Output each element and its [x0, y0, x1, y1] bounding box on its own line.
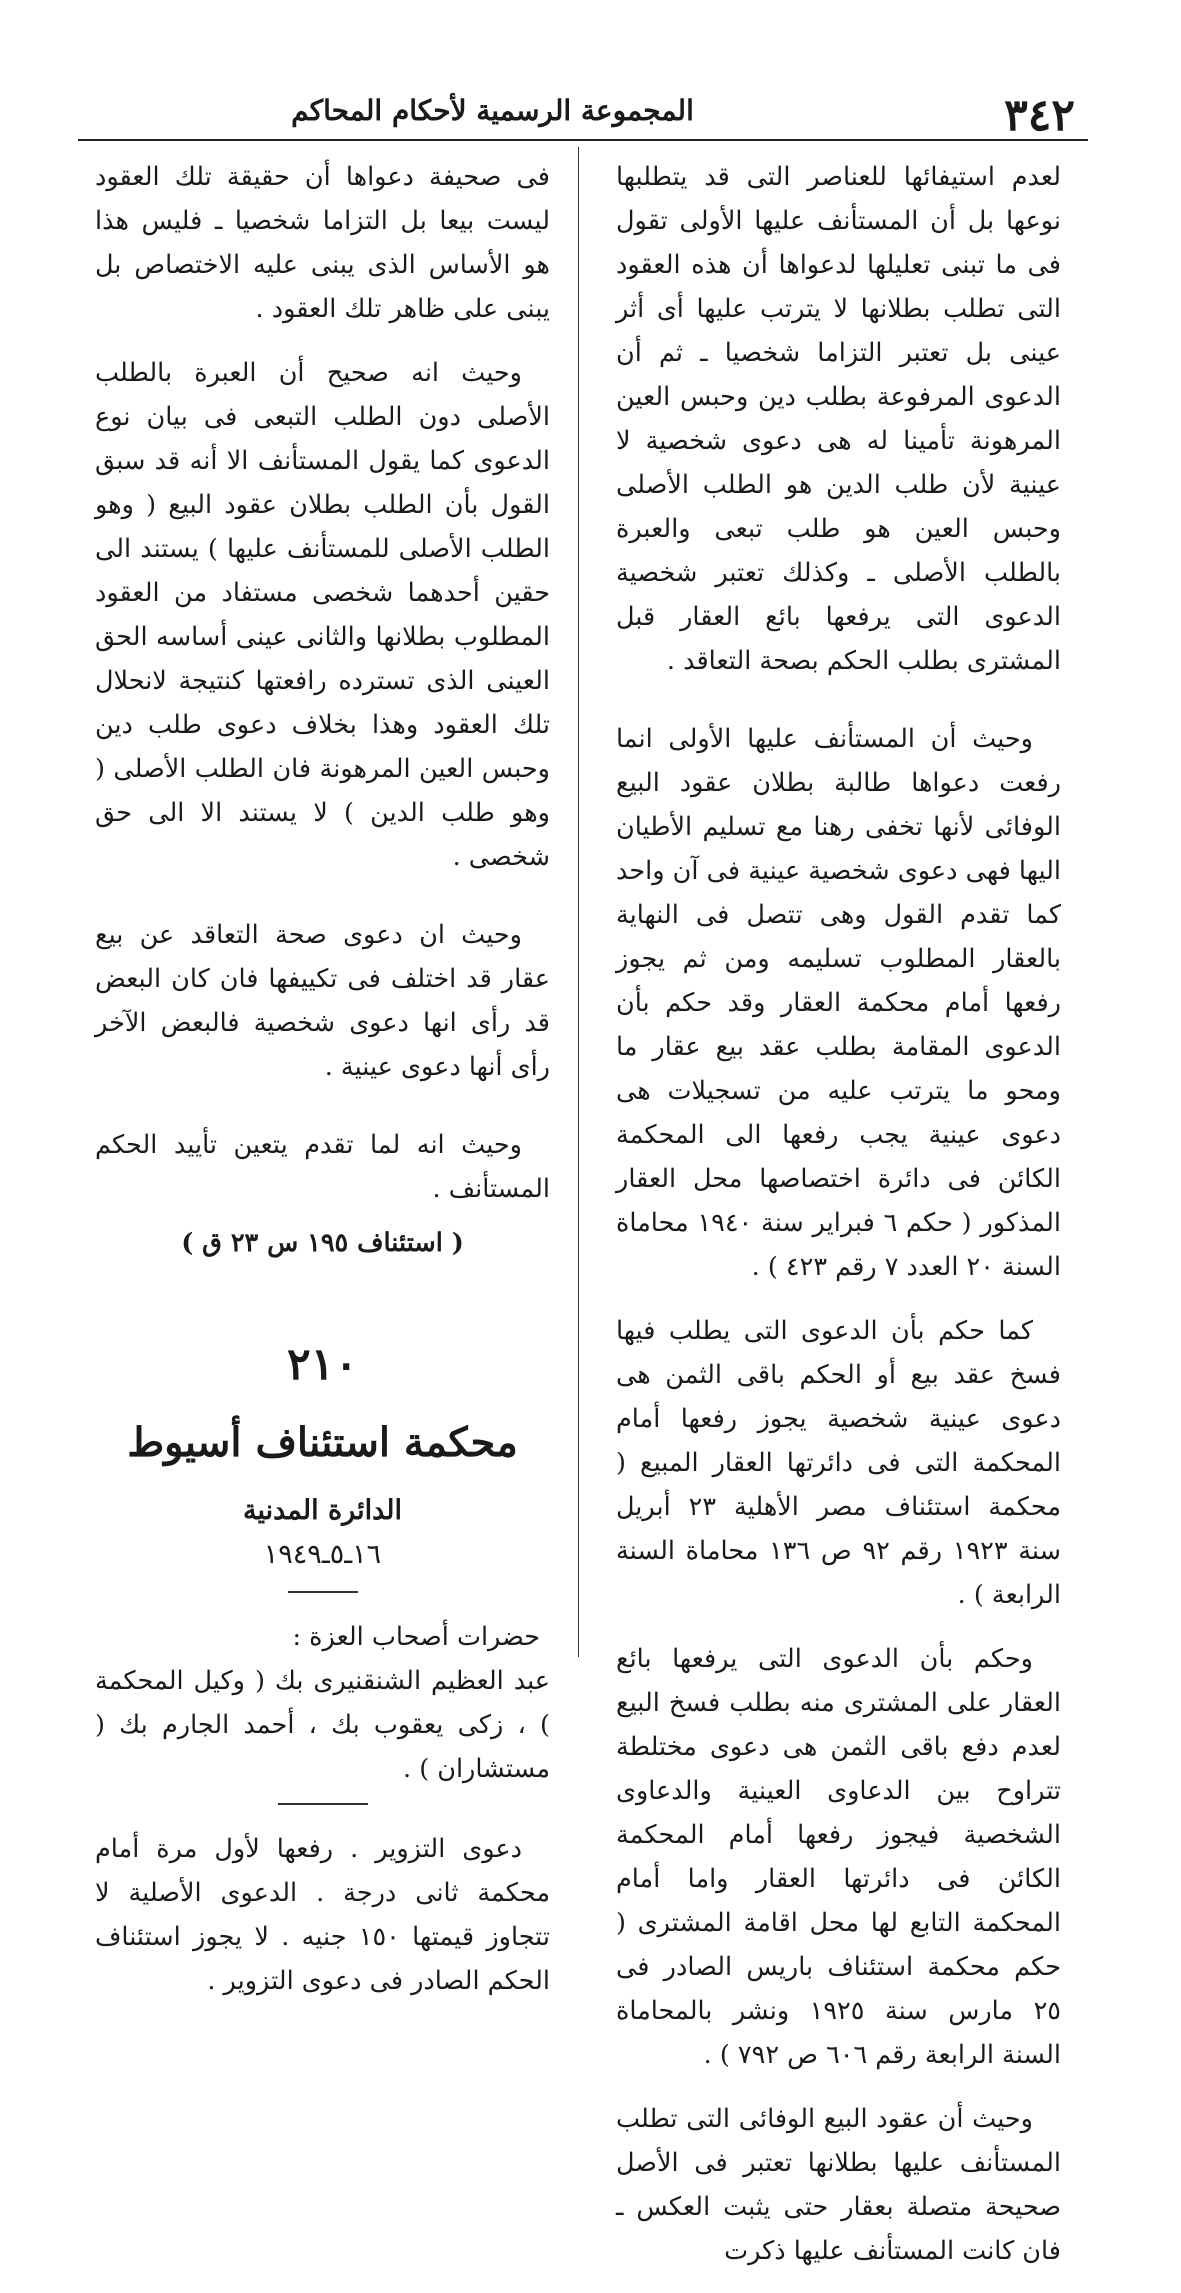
- running-title: المجموعة الرسمية لأحكام المحاكم: [291, 94, 694, 127]
- page-number: ٣٤٢: [1004, 90, 1075, 141]
- case-reference: ( استئناف ١٩٥ س ٢٣ ق ): [181, 1228, 464, 1258]
- right-paragraph-5: وحيث أن عقود البيع الوفائى التى تطلب المستأنف عليها بطلانها تعتبر فى الأصل صحيحة متصلة بعقار حتى يثبت العكس ـ فان كانت المستأنف عليها ذكرت: [616, 2104, 1061, 2266]
- left-paragraph-1: فى صحيفة دعواها أن حقيقة تلك العقود ليست بيعا بل التزاما شخصيا ـ فليس هذا هو الأساس الذى يبنى عليه الاختصاص بل يبنى على ظاهر تلك العقود .: [95, 162, 550, 324]
- page-header: [80, 88, 1085, 144]
- right-column: [616, 155, 1061, 2293]
- right-paragraph-2: وحيث أن المستأنف عليها الأولى انما رفعت دعواها طالبة بطلان عقود البيع الوفائى لأنها تخفى رهنا مع تسليم الأطيان اليها فهى دعوى شخصية عينية فى آن واحد كما تقدم القول وهى تتصل فى النهاية بالعقار المطلوب تسليمه ومن ثم يجوز رفعها أمام محكمة العقار وقد حكم بأن الدعوى المقامة بطلب عقد بيع عقار ما ومحو ما يترتب عليه من تسجيلات هى دعوى عينية يجب رفعها الى المحكمة الكائن فى دائرة اختصاصها محل العقار المذكور ( حكم ٦ فبراير سنة ١٩٤٠ محاماة السنة ٢٠ العدد ٧ رقم ٤٢٣ ) .: [616, 724, 1061, 1282]
- right-paragraph-3: كما حكم بأن الدعوى التى يطلب فيها فسخ عقد بيع أو الحكم باقى الثمن هى دعوى عينية شخصية يجوز رفعها أمام المحكمة التى فى دائرتها العقار المبيع ( محكمة استئناف مصر الأهلية ٢٣ أبريل سنة ١٩٢٣ رقم ٩٢ ص ١٣٦ محاماة السنة الرابعة ) .: [616, 1316, 1061, 1610]
- column-divider: [578, 147, 579, 1657]
- left-paragraph-4: وحيث انه لما تقدم يتعين تأييد الحكم المستأنف .: [95, 1130, 550, 1204]
- bench-heading: حضرات أصحاب العزة :: [292, 1622, 540, 1652]
- left-paragraph-3: وحيث ان دعوى صحة التعاقد عن بيع عقار قد اختلف فى تكييفها فان كان البعض قد رأى انها دعوى شخصية فالبعض الآخر رأى أنها دعوى عينية .: [95, 920, 550, 1082]
- case-summary: دعوى التزوير . رفعها لأول مرة أمام محكمة ثانى درجة . الدعوى الأصلية لا تتجاوز قيمتها ١٥٠ جنيه . لا يجوز استئناف الحكم الصادر فى دعوى التزوير .: [95, 1834, 550, 1996]
- bench-names: عبد العظيم الشنقنيرى بك ( وكيل المحكمة ) ، زكى يعقوب بك ، أحمد الجارم بك ( مستشاران ) .: [95, 1666, 550, 1784]
- section-rule-2: [278, 1803, 368, 1805]
- right-paragraph-4: وحكم بأن الدعوى التى يرفعها بائع العقار على المشترى منه بطلب فسخ البيع لعدم دفع باقى الثمن هى دعوى مختلطة تتراوح بين الدعاوى العينية والدعاوى الشخصية فيجوز رفعها أمام المحكمة الكائن فى دائرتها العقار واما أمام المحكمة التابع لها محل اقامة المشترى ( حكم محكمة استئناف باريس الصادر فى ٢٥ مارس سنة ١٩٢٥ ونشر بالمحاماة السنة الرابعة رقم ٦٠٦ ص ٧٩٢ ) .: [616, 1644, 1061, 2070]
- judgment-date: ١٦ـ٥ـ١٩٤٩: [263, 1539, 382, 1570]
- section-rule: [288, 1591, 358, 1593]
- left-paragraph-2: وحيث انه صحيح أن العبرة بالطلب الأصلى دون الطلب التبعى فى بيان نوع الدعوى كما يقول المستأنف الا أنه قد سبق القول بأن الطلب بطلان عقود البيع ( وهو الطلب الأصلى للمستأنف عليها ) يستند الى حقين أحدهما شخصى مستفاد من العقود المطلوب بطلانها والثانى عينى أساسه الحق العينى الذى تسترده رافعتها كنتيجة لانحلال تلك العقود وهذا بخلاف دعوى طلب دين وحبس العين المرهونة فان الطلب الأصلى ( وهو طلب الدين ) لا يستند الا الى حق شخصى .: [95, 358, 550, 872]
- court-circuit: الدائرة المدنية: [242, 1495, 402, 1526]
- court-name: محكمة استئناف أسيوط: [127, 1419, 518, 1466]
- case-number: ٢١٠: [287, 1339, 358, 1390]
- header-rule: [78, 139, 1088, 141]
- right-paragraph-1: لعدم استيفائها للعناصر التى قد يتطلبها نوعها بل أن المستأنف عليها الأولى تقول فى ما تبنى تعليلها لدعواها أن هذه العقود التى تطلب بطلانها لا يترتب عليها أى أثر عينى بل تعتبر التزاما شخصيا ـ ثم أن الدعوى المرفوعة بطلب دين وحبس العين المرهونة تأمينا له هى دعوى شخصية لا عينية لأن طلب الدين هو الطلب الأصلى وحبس العين هو طلب تبعى والعبرة بالطلب الأصلى ـ وكذلك تعتبر شخصية الدعوى التى يرفعها بائع العقار قبل المشترى بطلب الحكم بصحة التعاقد .: [616, 162, 1061, 676]
- left-column: [95, 155, 550, 2003]
